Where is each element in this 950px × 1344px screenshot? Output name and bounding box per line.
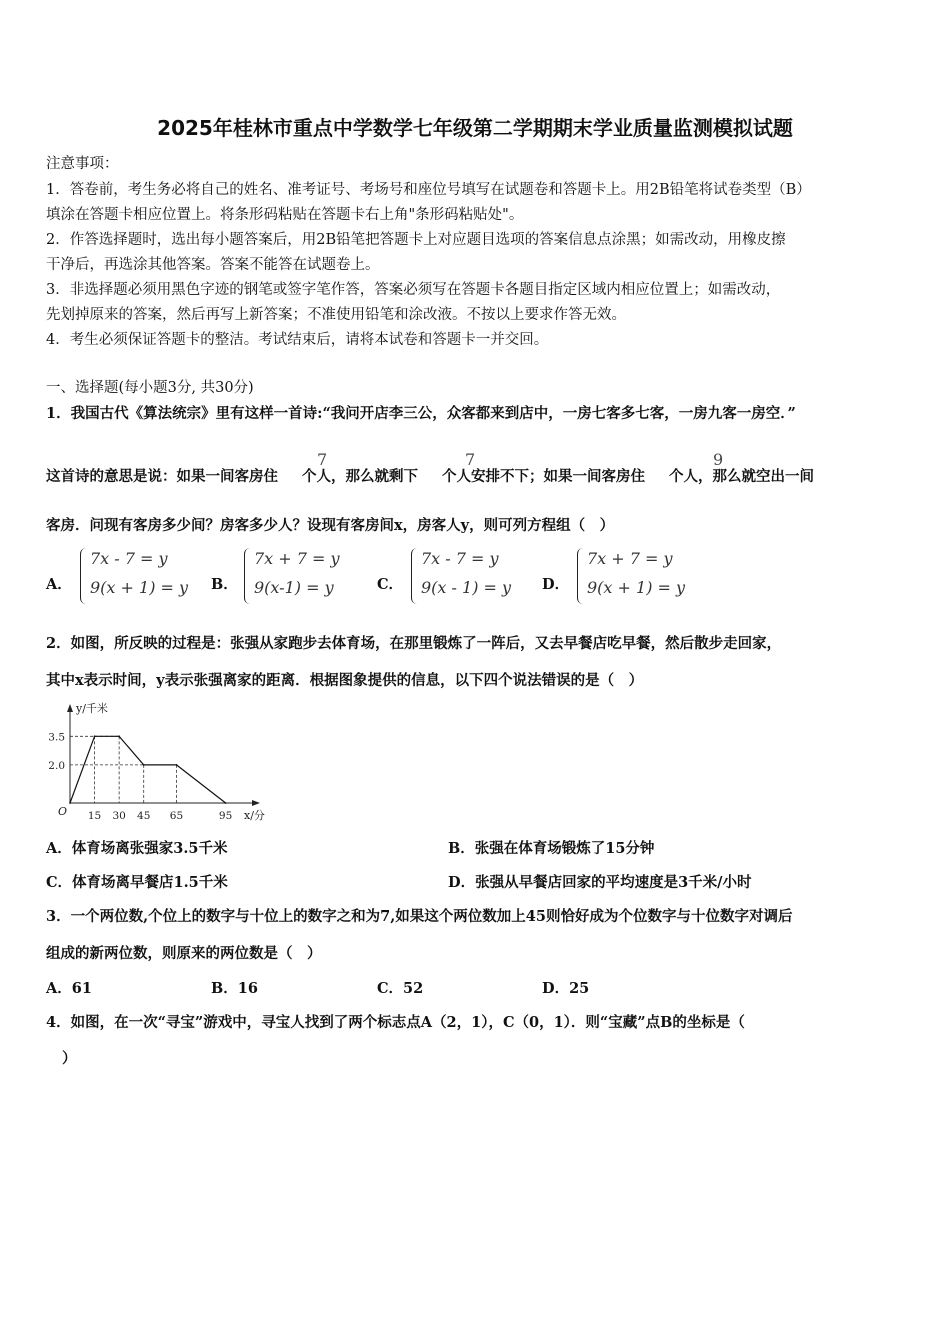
option-label[interactable]: D． bbox=[542, 576, 570, 593]
equation: 7x + 7 = y bbox=[254, 549, 340, 568]
brace bbox=[244, 548, 251, 604]
x-tick-label: 95 bbox=[218, 810, 233, 822]
q1-number: 9 bbox=[713, 450, 724, 469]
y-tick-label: 2.0 bbox=[48, 759, 65, 772]
q3-option-d[interactable]: D．25 bbox=[542, 980, 590, 997]
y-axis-arrow bbox=[67, 704, 73, 712]
q2-option-b[interactable]: B．张强在体育场锻炼了15分钟 bbox=[448, 840, 655, 857]
notice-line: 干净后，再选涂其他答案。答案不能答在试题卷上。 bbox=[46, 257, 380, 273]
x-tick-label: 65 bbox=[169, 810, 184, 822]
data-point bbox=[176, 764, 178, 766]
data-point bbox=[69, 802, 71, 804]
equation: 7x + 7 = y bbox=[587, 549, 673, 568]
equation: 7x - 7 = y bbox=[90, 549, 168, 568]
option-label[interactable]: B． bbox=[211, 576, 238, 593]
q3-option-b[interactable]: B．16 bbox=[211, 980, 258, 997]
option-label[interactable]: A． bbox=[46, 576, 72, 593]
notice-line: 2．作答选择题时，选出每小题答案后，用2B铅笔把答题卡上对应题目选项的答案信息点涂黑；如需改动，用橡皮擦 bbox=[46, 232, 786, 248]
q1-text: 客房．问现有客房多少间？房客多少人？设现有客房间x，房客人y，则可列方程组（ ） bbox=[46, 517, 615, 534]
q2-option-c[interactable]: C．体育场离早餐店1.5千米 bbox=[46, 874, 228, 891]
y-tick-label: 3.5 bbox=[48, 731, 65, 744]
equation: 9(x - 1) = y bbox=[421, 578, 512, 597]
section-heading: 一、选择题(每小题3分, 共30分) bbox=[46, 380, 254, 396]
q3-text: 3．一个两位数,个位上的数字与十位上的数字之和为7,如果这个两位数加上45则恰好成为个位数字与十位数字对调后 bbox=[46, 908, 793, 925]
x-tick-label: 15 bbox=[87, 810, 102, 822]
equation-system bbox=[244, 548, 344, 608]
q3-option-c[interactable]: C．52 bbox=[377, 980, 424, 997]
equation-system bbox=[80, 548, 190, 608]
data-point bbox=[143, 764, 145, 766]
q2-option-d[interactable]: D．张强从早餐店回家的平均速度是3千米/小时 bbox=[448, 874, 752, 891]
q4-text: ） bbox=[62, 1050, 77, 1067]
q3-text: 组成的新两位数，则原来的两位数是（ ） bbox=[46, 945, 322, 962]
distance-time-chart bbox=[42, 700, 272, 826]
data-point bbox=[225, 802, 227, 804]
q2-text: 2．如图，所反映的过程是：张强从家跑步去体育场，在那里锻炼了一阵后，又去早餐店吃早餐，然后散步走回家， bbox=[46, 635, 782, 652]
brace bbox=[577, 548, 584, 604]
brace bbox=[80, 548, 87, 604]
notice-line: 先划掉原来的答案，然后再写上新答案；不准使用铅笔和涂改液。不按以上要求作答无效。 bbox=[46, 307, 626, 323]
origin-label: O bbox=[58, 805, 68, 818]
x-axis-arrow bbox=[252, 800, 260, 806]
y-axis-label: y/千米 bbox=[76, 702, 108, 715]
notice-heading: 注意事项： bbox=[46, 156, 119, 172]
x-tick-label: 30 bbox=[112, 810, 126, 822]
data-point bbox=[94, 735, 96, 737]
equation-system bbox=[577, 548, 687, 608]
q2-text: 其中x表示时间，y表示张强离家的距离．根据图象提供的信息，以下四个说法错误的是（ ） bbox=[46, 672, 644, 689]
q1-number: 7 bbox=[317, 450, 328, 469]
notice-line: 4．考生必须保证答题卡的整洁。考试结束后，请将本试卷和答题卡一并交回。 bbox=[46, 332, 549, 348]
x-axis-label: x/分 bbox=[244, 809, 265, 822]
data-point bbox=[118, 735, 120, 737]
series-line bbox=[70, 736, 226, 803]
notice-line: 1．答卷前，考生务必将自己的姓名、准考证号、考场号和座位号填写在试题卷和答题卡上。用2B铅笔将试卷类型（B） bbox=[46, 182, 811, 198]
q3-option-a[interactable]: A．61 bbox=[46, 980, 92, 997]
equation: 9(x-1) = y bbox=[254, 578, 334, 597]
q1-number: 7 bbox=[465, 450, 476, 469]
equation: 9(x + 1) = y bbox=[587, 578, 686, 597]
notice-line: 填涂在答题卡相应位置上。将条形码粘贴在答题卡右上角"条形码粘贴处"。 bbox=[46, 207, 524, 223]
brace bbox=[411, 548, 418, 604]
option-label[interactable]: C． bbox=[377, 576, 404, 593]
x-tick-label: 45 bbox=[137, 810, 151, 822]
equation: 9(x + 1) = y bbox=[90, 578, 189, 597]
q4-text: 4．如图，在一次“寻宝”游戏中，寻宝人找到了两个标志点A（2，1），C（0，1）．则“宝藏”点B的坐标是（ bbox=[46, 1014, 745, 1031]
equation-system bbox=[411, 548, 521, 608]
q1-text: 这首诗的意思是说：如果一间客房住 个人，那么就剩下 个人安排不下；如果一间客房住 个人，那么就空出一间 bbox=[46, 468, 814, 485]
equation: 7x - 7 = y bbox=[421, 549, 499, 568]
q1-text: 1．我国古代《算法统宗》里有这样一首诗:“我问开店李三公，众客都来到店中，一房七客多七客，一房九客一房空．” bbox=[46, 405, 796, 422]
page-title: 2025年桂林市重点中学数学七年级第二学期期末学业质量监测模拟试题 bbox=[157, 116, 793, 140]
q2-option-a[interactable]: A．体育场离张强家3.5千米 bbox=[46, 840, 228, 857]
notice-line: 3．非选择题必须用黑色字迹的钢笔或签字笔作答，答案必须写在答题卡各题目指定区域内相应位置上；如需改动， bbox=[46, 282, 781, 298]
